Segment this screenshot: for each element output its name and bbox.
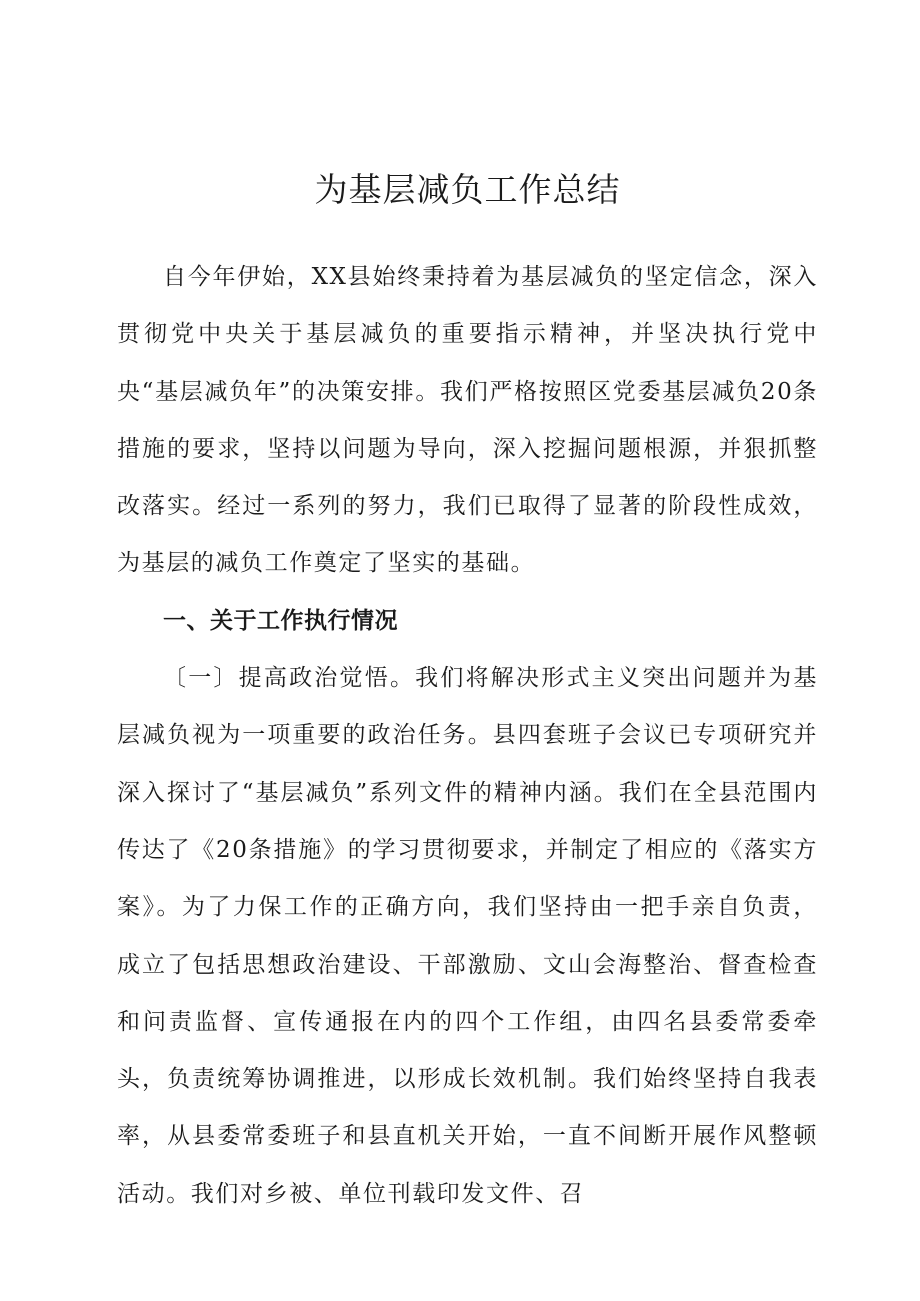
- body-paragraph: 〔一〕提高政治觉悟。我们将解决形式主义突出问题并为基层减负视为一项重要的政治任务。县四套班子会议已专项研究并深入探讨了“基层减负”系列文件的精神内涵。我们在全县范围内传达了《20条措施》的学习贯彻要求，并制定了相应的《落实方案》。为了力保工作的正确方向，我们坚持由一把手亲自负责，成立了包括思想政治建设、干部激励、文山会海整治、督查检查和问责监督、宣传通报在内的四个工作组，由四名县委常委牵头，负责统筹协调推进，以形成长效机制。我们始终坚持自我表率，从县委常委班子和县直机关开始，一直不间断开展作风整顿活动。我们对乡被、单位刊载印发文件、召: [117, 665, 818, 1207]
- section-heading: 一、关于工作执行情况: [163, 607, 398, 634]
- intro-paragraph: 自今年伊始，XX县始终秉持着为基层减负的坚定信念，深入贯彻党中央关于基层减负的重要指示精神，并坚决执行党中央“基层减负年”的决策安排。我们严格按照区党委基层减负20条措施的要求，坚持以问题为导向，深入挖掘问题根源，并狠抓整改落实。经过一系列的努力，我们已取得了显著的阶段性成效，为基层的减负工作奠定了坚实的基础。: [117, 264, 818, 577]
- document-title: 为基层减负工作总结: [314, 170, 621, 209]
